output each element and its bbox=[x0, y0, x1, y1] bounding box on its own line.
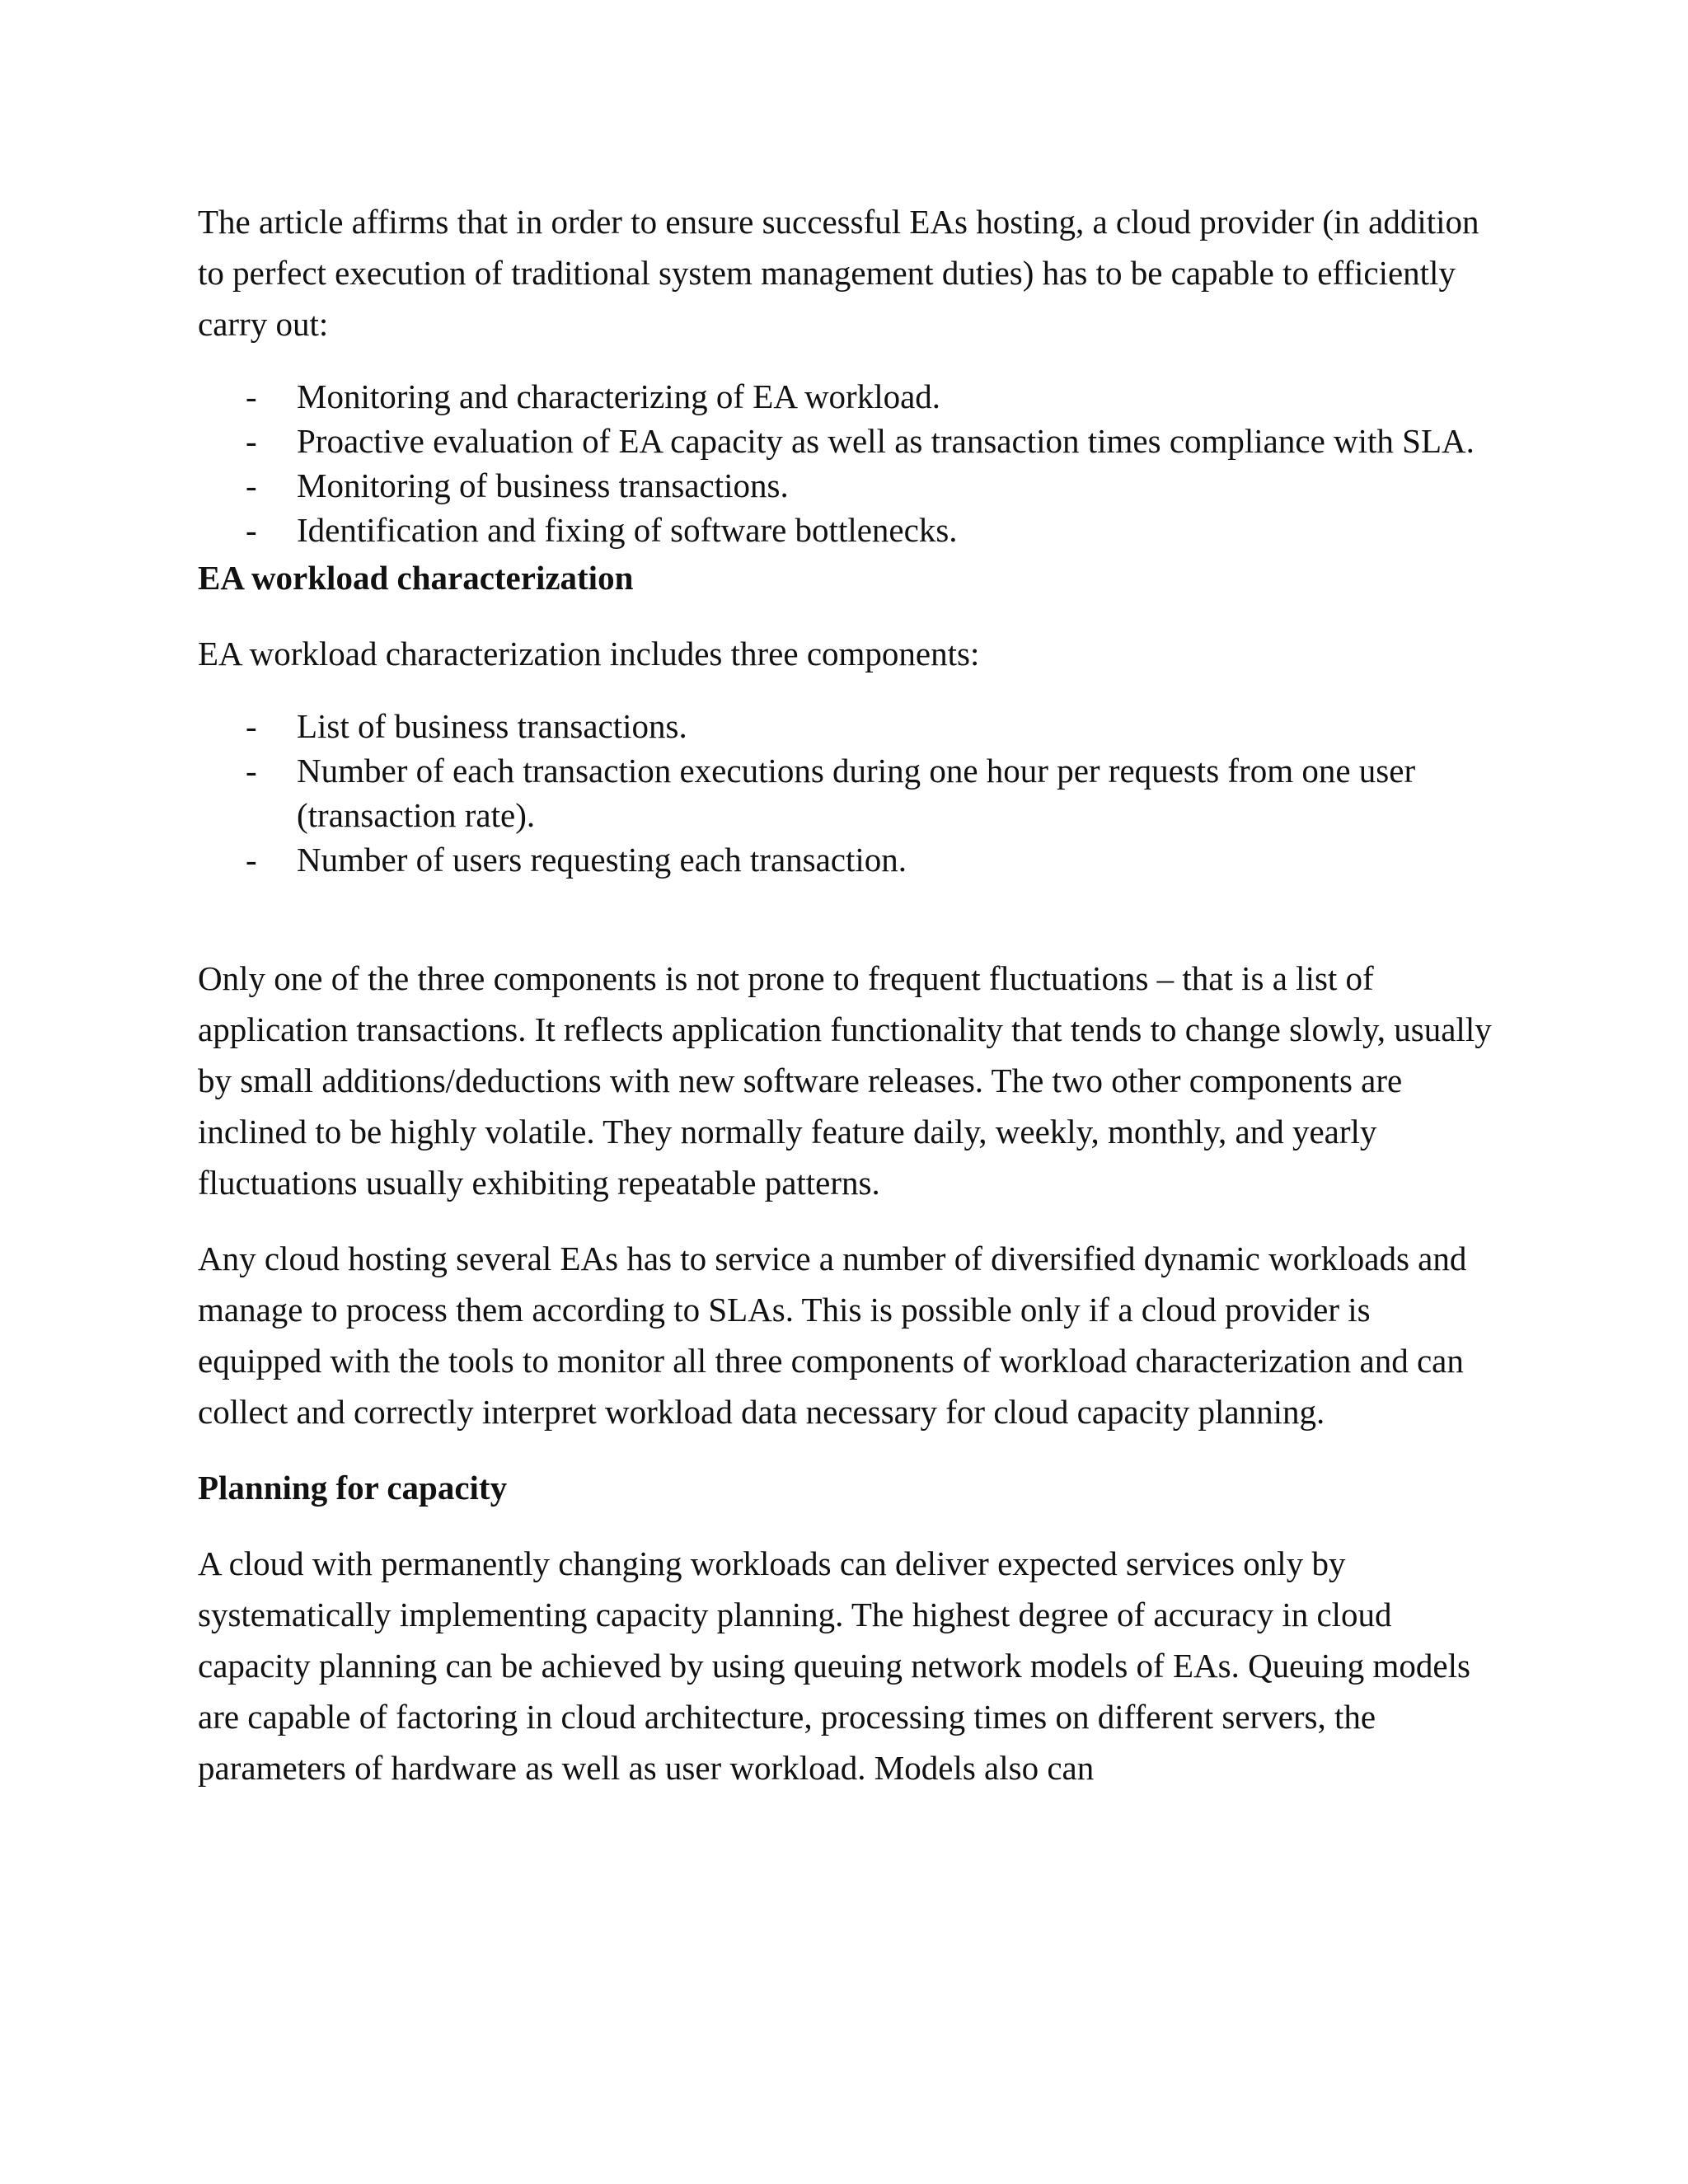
list-item-text: Number of users requesting each transaction. bbox=[297, 841, 907, 879]
components-list bbox=[198, 704, 1500, 882]
dash-bullet: - bbox=[246, 511, 257, 549]
intro-paragraph: The article affirms that in order to ensure successful EAs hosting, a cloud provider (in addition to perfect execution of traditional system management duties) has to be capable to efficiently carry out: bbox=[198, 203, 1479, 343]
list-item bbox=[198, 463, 1500, 508]
section-heading-workload: EA workload characterization bbox=[198, 559, 634, 597]
dash-bullet: - bbox=[246, 707, 257, 745]
list-item-text: Number of each transaction executions during one hour per requests from one user (transaction rate). bbox=[297, 752, 1416, 834]
cloud-hosting-paragraph: Any cloud hosting several EAs has to service a number of diversified dynamic workloads and manage to process them according to SLAs. This is possible only if a cloud provider is equipped with the tools to monitor all three components of workload characterization and can collect and correctly interpret workload data necessary for cloud capacity planning. bbox=[198, 1240, 1467, 1431]
list-item-text: Proactive evaluation of EA capacity as well as transaction times compliance with SLA. bbox=[297, 422, 1475, 460]
list-item bbox=[198, 508, 1500, 552]
list-item bbox=[198, 419, 1500, 463]
list-item-text: Identification and fixing of software bottlenecks. bbox=[297, 511, 958, 549]
document-page bbox=[198, 196, 1500, 1793]
section-heading-capacity: Planning for capacity bbox=[198, 1469, 508, 1507]
list-item bbox=[198, 704, 1500, 748]
list-item-text: List of business transactions. bbox=[297, 707, 687, 745]
list-item-text: Monitoring and characterizing of EA workload. bbox=[297, 377, 941, 415]
dash-bullet: - bbox=[246, 752, 257, 790]
dash-bullet: - bbox=[246, 422, 257, 460]
workload-intro-paragraph: EA workload characterization includes three components: bbox=[198, 635, 980, 673]
dash-bullet: - bbox=[246, 466, 257, 504]
list-item bbox=[198, 837, 1500, 882]
dash-bullet: - bbox=[246, 377, 257, 415]
capabilities-list bbox=[198, 374, 1500, 552]
capacity-planning-paragraph: A cloud with permanently changing workloads can deliver expected services only by systematically implementing capacity planning. The highest degree of accuracy in cloud capacity planning can be achieved by using queuing network models of EAs. Queuing models are capable of factoring in cloud architecture, processing times on different servers, the parameters of hardware as well as user workload. Models also can bbox=[198, 1544, 1470, 1787]
dash-bullet: - bbox=[246, 841, 257, 879]
list-item-text: Monitoring of business transactions. bbox=[297, 466, 789, 504]
list-item bbox=[198, 374, 1500, 419]
list-item bbox=[198, 748, 1500, 837]
fluctuations-paragraph: Only one of the three components is not prone to frequent fluctuations – that is a list of application transactions. It reflects application functionality that tends to change slowly, usually by small additions/deductions with new software releases. The two other components are inclined to be highly volatile. They normally feature daily, weekly, monthly, and yearly fluctuations usually exhibiting repeatable patterns. bbox=[198, 959, 1492, 1202]
